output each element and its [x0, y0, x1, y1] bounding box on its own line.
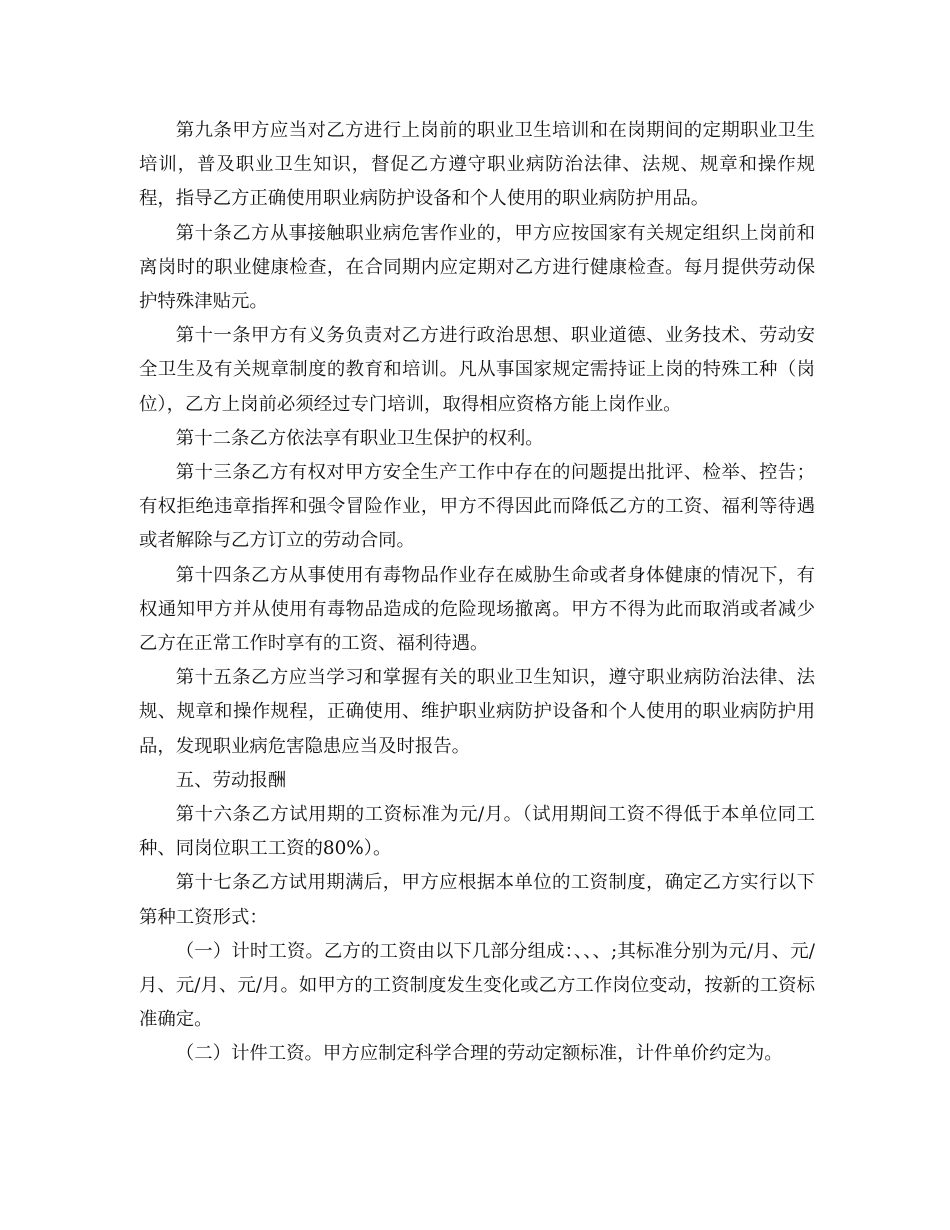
- article-14-paragraph: 第十四条乙方从事使用有毒物品作业存在威胁生命或者身体健康的情况下，有权通知甲方并从使用有毒物品造成的危险现场撤离。甲方不得为此而取消或者减少乙方在正常工作时享有的工资、福利待遇。: [139, 564, 815, 655]
- article-9-paragraph: 第九条甲方应当对乙方进行上岗前的职业卫生培训和在岗期间的定期职业卫生培训，普及职业卫生知识，督促乙方遵守职业病防治法律、法规、规章和操作规程，指导乙方正确使用职业病防护设备和个人使用的职业病防护用品。: [139, 120, 815, 210]
- article-10-paragraph: 第十条乙方从事接触职业病危害作业的，甲方应按国家有关规定组织上岗前和离岗时的职业健康检查，在合同期内应定期对乙方进行健康检查。每月提供劳动保护特殊津贴元。: [139, 222, 815, 313]
- article-11-paragraph: 第十一条甲方有义务负责对乙方进行政治思想、职业道德、业务技术、劳动安全卫生及有关规章制度的教育和培训。凡从事国家规定需持证上岗的特殊工种（岗位），乙方上岗前必须经过专门培训，取得相应资格方能上岗作业。: [139, 325, 815, 415]
- article-13-paragraph: 第十三条乙方有权对甲方安全生产工作中存在的问题提出批评、检举、控告；有权拒绝违章指挥和强令冒险作业，甲方不得因此而降低乙方的工资、福利等待遇或者解除与乙方订立的劳动合同。: [139, 462, 815, 552]
- article-17-paragraph: 第十七条乙方试用期满后，甲方应根据本单位的工资制度，确定乙方实行以下第种工资形式：: [139, 872, 815, 928]
- article-12-paragraph: 第十二条乙方依法享有职业卫生保护的权利。: [175, 427, 544, 449]
- section-5-heading: 五、劳动报酬: [175, 769, 287, 791]
- article-16-paragraph: 第十六条乙方试用期的工资标准为元/月。（试用期间工资不得低于本单位同工种、同岗位职工工资的80%）。: [139, 804, 815, 860]
- document-body: [139, 114, 815, 1072]
- time-wage-paragraph: （一）计时工资。乙方的工资由以下几部分组成：、、、;其标准分别为元/月、元/月、元/月、元/月。如甲方的工资制度发生变化或乙方工作岗位变动，按新的工资标准确定。: [139, 940, 815, 1031]
- piece-wage-paragraph: （二）计件工资。甲方应制定科学合理的劳动定额标准，计件单价约定为。: [175, 1043, 783, 1065]
- article-15-paragraph: 第十五条乙方应当学习和掌握有关的职业卫生知识，遵守职业病防治法律、法规、规章和操作规程，正确使用、维护职业病防护设备和个人使用的职业病防护用品，发现职业病危害隐患应当及时报告。: [139, 667, 815, 757]
